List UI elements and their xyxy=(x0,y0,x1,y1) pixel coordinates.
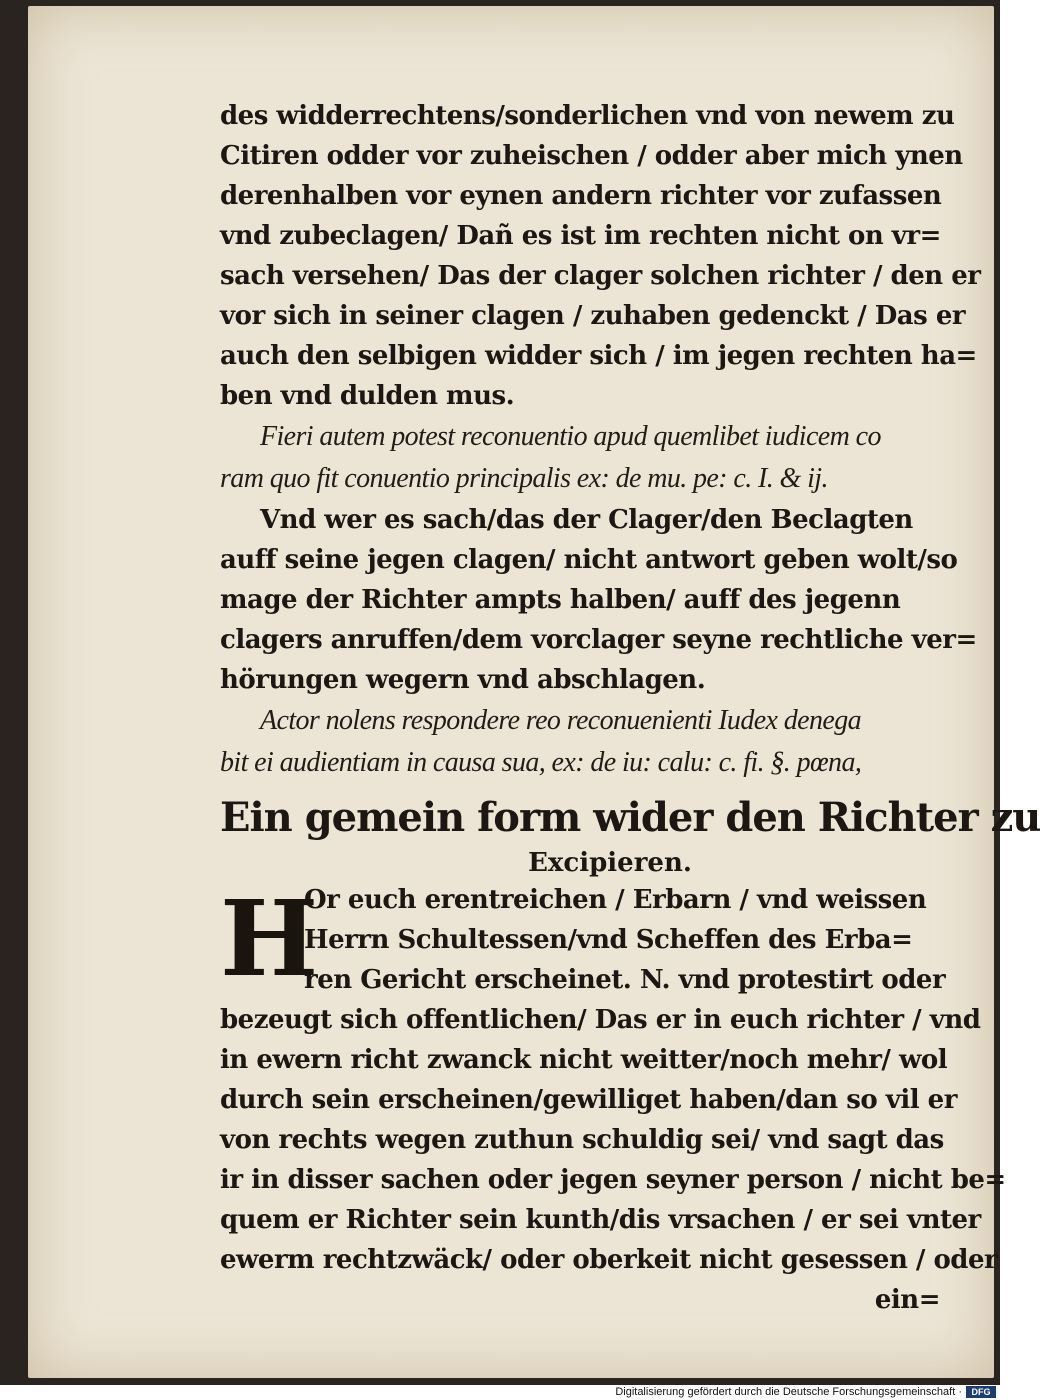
text-line: vor sich in seiner clagen / zuhaben gedenckt / Das er xyxy=(220,301,966,331)
text-line: ir in disser sachen oder jegen seyner person / nicht be= xyxy=(220,1165,1006,1195)
text-line: ewerm rechtzwäck/ oder oberkeit nicht gesessen / oder xyxy=(220,1245,998,1275)
latin-gloss-line: Fieri autem potest reconuentio apud quemlibet iudicem co xyxy=(260,421,881,452)
text-line: ben vnd dulden mus. xyxy=(220,381,515,411)
text-line: in ewern richt zwanck nicht weitter/noch mehr/ wol xyxy=(220,1045,948,1075)
text-line: durch sein erscheinen/gewilliget haben/dan so vil er xyxy=(220,1085,957,1115)
latin-gloss-line: ram quo fit conuentio principalis ex: de mu. pe: c. I. & ij. xyxy=(220,463,828,494)
page-text xyxy=(220,96,1040,1320)
latin-gloss-line: bit ei audientiam in causa sua, ex: de iu: calu: c. fi. §. pœna, xyxy=(220,747,862,778)
text-line: bezeugt sich offentlichen/ Das er in euch richter / vnd xyxy=(220,1005,981,1035)
text-line: Herrn Schultessen/vnd Scheffen des Erba= xyxy=(304,925,913,955)
text-line: quem er Richter sein kunth/dis vrsachen / er sei vnter xyxy=(220,1205,981,1235)
text-line: derenhalben vor eynen andern richter vor zufassen xyxy=(220,181,942,211)
text-line: vnd zubeclagen/ Dañ es ist im rechten nicht on vr= xyxy=(220,221,941,251)
section-subheading: Excipieren. xyxy=(528,848,692,878)
text-line: Or euch erentreichen / Erbarn / vnd weissen xyxy=(304,885,927,915)
section-heading: Ein gemein form wider den Richter zu xyxy=(220,794,1040,841)
text-line: mage der Richter ampts halben/ auff des jegenn xyxy=(220,585,901,615)
drop-cap-initial: H xyxy=(220,877,319,1000)
text-line: des widderrechtens/sonderlichen vnd von newem zu xyxy=(220,101,955,131)
dfg-logo-icon: DFG xyxy=(966,1386,996,1398)
catchword: ein= xyxy=(874,1285,940,1315)
drop-cap-paragraph xyxy=(220,877,946,1000)
text-line: von rechts wegen zuthun schuldig sei/ vnd sagt das xyxy=(220,1125,944,1155)
book-page xyxy=(28,6,1040,1378)
text-line: hörungen wegern vnd abschlagen. xyxy=(220,665,706,695)
text-line: sach versehen/ Das der clager solchen richter / den er xyxy=(220,261,981,291)
latin-gloss-line: Actor nolens respondere reo reconuenienti Iudex denega xyxy=(260,705,862,736)
text-line: auch den selbigen widder sich / im jegen rechten ha= xyxy=(220,341,977,371)
text-line: auff seine jegen clagen/ nicht antwort geben wolt/so xyxy=(220,545,958,575)
text-line: Vnd wer es sach/das der Clager/den Beclagten xyxy=(260,505,913,535)
text-line: clagers anruffen/dem vorclager seyne rechtliche ver= xyxy=(220,625,977,655)
text-line: Citiren odder vor zuheischen / odder aber mich ynen xyxy=(220,141,963,171)
footer-bar xyxy=(0,1385,1000,1400)
funding-notice: Digitalisierung gefördert durch die Deutsche Forschungsgemeinschaft · xyxy=(615,1386,962,1398)
text-line: ren Gericht erscheinet. N. vnd protestirt oder xyxy=(304,965,946,995)
